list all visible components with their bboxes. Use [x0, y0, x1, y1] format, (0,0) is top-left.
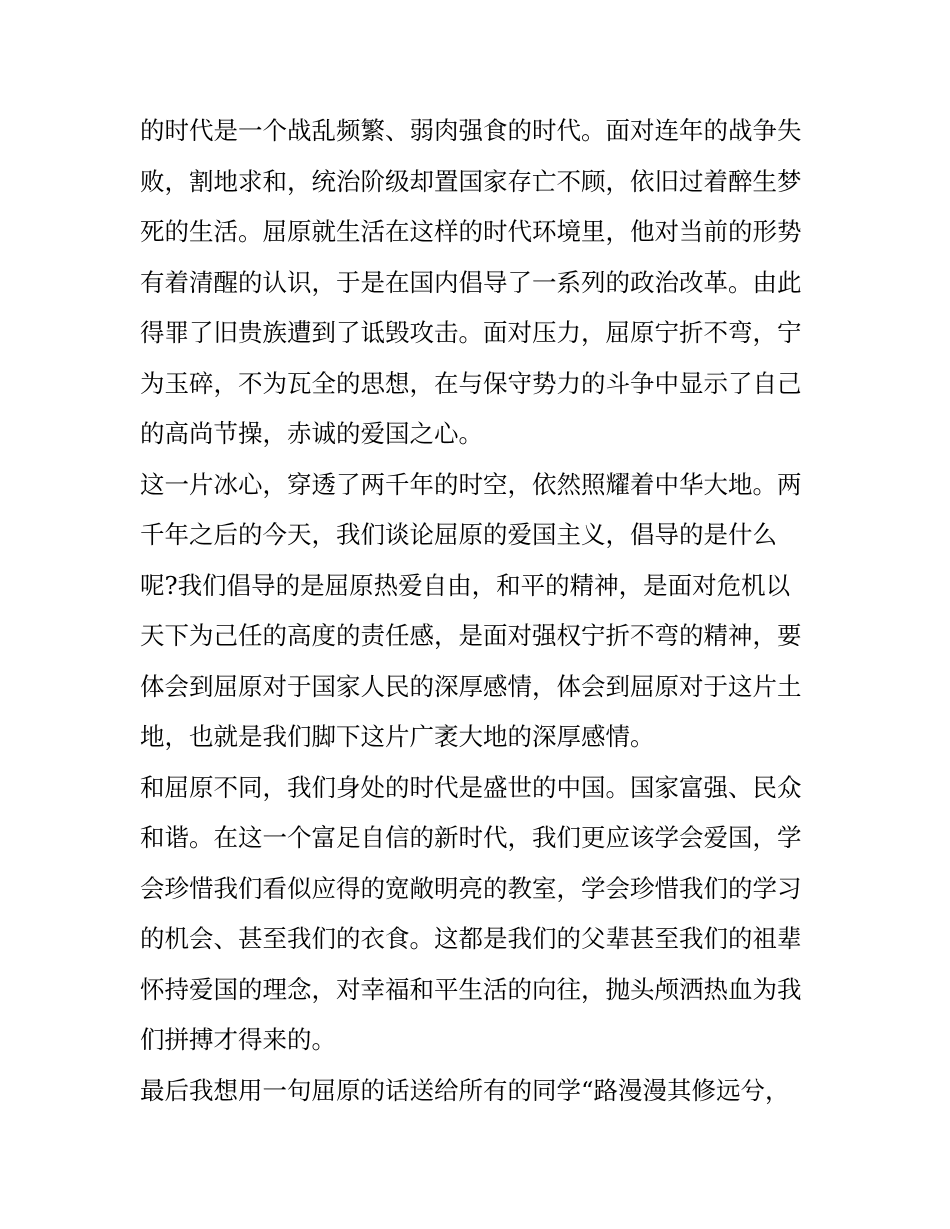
text-line-16: 会珍惜我们看似应得的宽敞明亮的教室，学会珍惜我们的学习	[140, 873, 802, 903]
text-line-12: 体会到屈原对于国家人民的深厚感情，体会到屈原对于这片土	[140, 671, 802, 701]
text-line-9: 千年之后的今天，我们谈论屈原的爱国主义，倡导的是什么	[140, 520, 777, 549]
text-line-10: 呢?我们倡导的是屈原热爱自由，和平的精神，是面对危机以	[140, 570, 791, 600]
text-line-20: 最后我想用一句屈原的话送给所有的同学“路漫漫其修远兮，	[140, 1075, 790, 1105]
text-line-6: 为玉碎，不为瓦全的思想，在与保守势力的斗争中显示了自己	[140, 368, 802, 398]
text-line-11: 天下为己任的高度的责任感，是面对强权宁折不弯的精神，要	[140, 621, 802, 650]
text-line-3: 死的生活。屈原就生活在这样的时代环境里，他对当前的形势	[140, 217, 802, 246]
text-line-8: 这一片冰心，穿透了两千年的时空，依然照耀着中华大地。两	[140, 469, 802, 499]
text-line-15: 和谐。在这一个富足自信的新时代，我们更应该学会爱国，学	[140, 823, 802, 852]
body-text	[140, 106, 820, 1116]
text-line-19: 们拼搏才得来的。	[140, 1025, 336, 1054]
text-line-17: 的机会、甚至我们的衣食。这都是我们的父辈甚至我们的祖辈	[140, 924, 802, 953]
text-line-7: 的高尚节操，赤诚的爱国之心。	[140, 419, 483, 448]
text-line-5: 得罪了旧贵族遭到了诋毁攻击。面对压力，屈原宁折不弯，宁	[140, 318, 802, 347]
text-line-2: 败，割地求和，统治阶级却置国家存亡不顾，依旧过着醉生梦	[140, 166, 802, 196]
text-line-18: 怀持爱国的理念，对幸福和平生活的向往，抛头颅洒热血为我	[140, 974, 802, 1004]
text-line-13: 地，也就是我们脚下这片广袤大地的深厚感情。	[140, 722, 655, 751]
text-line-4: 有着清醒的认识，于是在国内倡导了一系列的政治改革。由此	[140, 267, 802, 297]
text-line-1: 的时代是一个战乱频繁、弱肉强食的时代。面对连年的战争失	[140, 116, 802, 145]
text-line-14: 和屈原不同，我们身处的时代是盛世的中国。国家富强、民众	[140, 772, 802, 802]
